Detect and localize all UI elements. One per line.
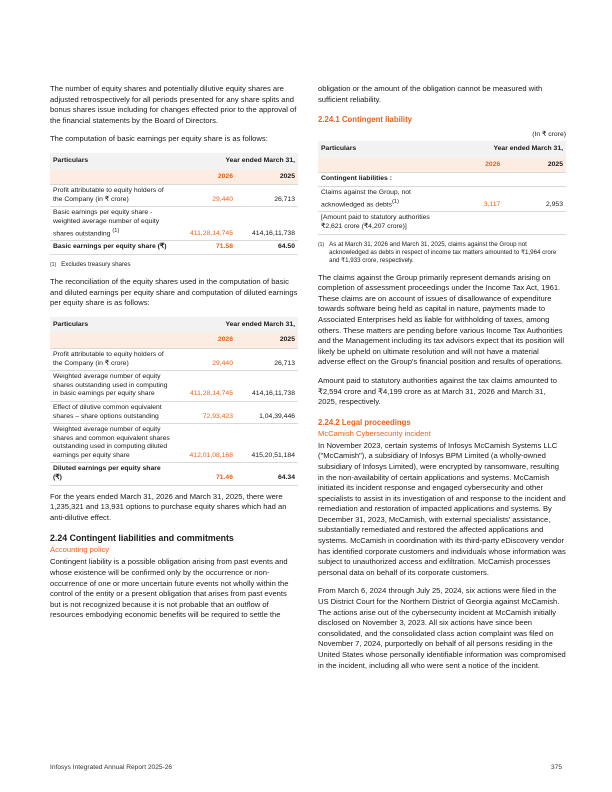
row-label: Basic earnings per equity share - weighted average number of equity shares outstanding $^{(1)}$: [50, 207, 174, 241]
year-header: Year ended March 31,: [174, 153, 298, 170]
footnote-text: Excludes treasury shares: [61, 260, 131, 268]
particulars-header: Particulars: [50, 317, 174, 334]
year-previous: 2025: [503, 158, 566, 173]
particulars-header: Particulars: [50, 153, 174, 170]
footnote-marker: (1): [50, 261, 57, 268]
table-header-row: [50, 153, 298, 170]
value-2025: 1,04,39,446: [236, 401, 298, 423]
eps-intro-paragraph: The number of equity shares and potentially dilutive equity shares are adjusted retrospectively for all periods presented for any share splits and bonus shares issue including for changes effected prior to the approval of the financial statements by the Board of Directors.: [50, 84, 297, 125]
year-current: 2026: [174, 170, 236, 185]
table-header-row: [50, 317, 298, 334]
value-2025: 415,20,51,184: [236, 424, 298, 463]
value-2026: 71.58: [174, 241, 236, 255]
value-2025: 26,713: [236, 185, 298, 207]
basic-eps-table: [50, 153, 298, 255]
particulars-header: Particulars: [318, 141, 442, 158]
contingent-liability-table: [318, 141, 566, 234]
table-row: [50, 348, 298, 370]
value-2026: 29,440: [174, 348, 236, 370]
table-header-row: [318, 141, 566, 158]
anti-dilutive-paragraph: For the years ended March 31, 2026 and March 31, 2025, there were 1,235,321 and 13,931 options to purchase equity shares which had an anti-dilutive effect.: [50, 491, 287, 522]
row-label: Profit attributable to equity holders of the Company (in ₹ crore): [50, 185, 174, 207]
value-2025: 2,953: [503, 186, 566, 211]
section-heading-2-24-2: 2.24.2 Legal proceedings: [318, 417, 411, 427]
value-2026: 412,01,08,168: [174, 424, 236, 463]
year-row: [50, 170, 298, 185]
year-header: Year ended March 31,: [174, 317, 298, 334]
row-label: [Amount paid to statutory authorities ₹2,621 crore (₹4,207 crore)]: [318, 212, 442, 234]
mccamish-incident-paragraph: In November 2023, certain systems of Infosys McCamish Systems LLC ("McCamish"), a subsidiary of Infosys BPM Limited (a wholly-owned subsidiary of Infosys Limited), were encrypted by ransomware, resulting in the non-availability of certain applications and systems. McCamish initiated its incident response and engaged cybersecurity and other specialists to assist in its investigation of and response to the incident and remediation and restoration of impacted applications and systems. By December 31, 2023, McCamish, with external specialists' assistance, substantially remediated and restored the affected applications and systems. McCamish in coordination with its third-party eDiscovery vendor has identified corporate customers and individuals whose information was subject to unauthorized access and exfiltration. McCamish processes personal data on behalf of its corporate customers.: [318, 440, 566, 577]
table-row: [50, 424, 298, 463]
tax-claims-paragraph: The claims against the Group primarily represent demands arising on completion of assessment proceedings under the Income Tax Act, 1961. These claims are on account of issues of disallowance of expenditure towards software being held as capital in nature, payments made to Associated Enterprises held as liable for withholding of taxes, among others. These matters are pending before various Income Tax Authorities and the Management including its tax advisors expect that its position will likely be upheld on ultimate resolution and will not have a material adverse effect on the Group's financial position and results of operations.: [318, 272, 565, 367]
page-number: 375: [550, 764, 562, 771]
value-2026: 72,93,423: [174, 401, 236, 423]
left-column: [50, 84, 298, 629]
table-row: [318, 212, 566, 234]
value-2026: 411,28,14,745: [174, 371, 236, 402]
value-2025: 64.50: [236, 241, 298, 255]
value-2025: 64.34: [236, 463, 298, 485]
basic-eps-intro: The computation of basic earnings per equity share is as follows:: [50, 134, 268, 144]
footnote: [318, 241, 566, 265]
accounting-policy-heading: Accounting policy: [50, 545, 110, 555]
table-row: [318, 186, 566, 211]
table-row: [50, 371, 298, 402]
section-label: Contingent liabilities :: [318, 173, 566, 187]
year-row: [50, 333, 298, 348]
row-label: Claims against the Group, not acknowledged as debts$^{(1)}$: [318, 186, 442, 211]
unit-label: (In ₹ crore): [532, 131, 566, 139]
reconciliation-intro: The reconciliation of the equity shares used in the computation of basic and diluted earnings per equity share and computation of diluted earnings per equity share is as follows:: [50, 276, 298, 308]
row-label: Diluted earnings per equity share (₹): [50, 463, 174, 485]
year-row: [318, 158, 566, 173]
table-section-row: [318, 173, 566, 187]
value-2025: 26,713: [236, 348, 298, 370]
table-row: [50, 401, 298, 423]
right-column: [318, 84, 566, 679]
value-2026: 3,117: [442, 186, 503, 211]
year-header: Year ended March 31,: [442, 141, 566, 158]
row-label: Effect of dilutive common equivalent shares – share options outstanding: [50, 401, 174, 423]
table-row: [50, 185, 298, 207]
statutory-payment-paragraph: Amount paid to statutory authorities against the tax claims amounted to ₹2,594 crore and ₹4,199 crore as at March 31, 2026 and March 31, 2025, respectively.: [318, 375, 557, 407]
mccamish-heading: McCamish Cybersecurity incident: [318, 428, 431, 438]
year-current: 2026: [442, 158, 503, 173]
year-current: 2026: [174, 333, 236, 348]
footnote-text: As at March 31, 2026 and March 31, 2025, claims against the Group not acknowledged as debts in respect of income tax matters amounted to ₹1,964 crore and ₹1,933 crore, respectively.: [329, 240, 557, 264]
section-heading-2-24: 2.24 Contingent liabilities and commitments: [50, 533, 234, 544]
value-2026: 71.46: [174, 463, 236, 485]
year-previous: 2025: [236, 333, 298, 348]
footnote-marker: (1): [112, 227, 120, 234]
value-2026: 411,28,14,745: [174, 207, 236, 241]
mccamish-litigation-paragraph: From March 6, 2024 through July 25, 2024, six actions were filed in the US District Court for the Northern District of Georgia against McCamish. The actions arise out of the cybersecurity incident at McCamish initially disclosed on November 3, 2023. All six actions have since been consolidated, and the consolidated class action complaint was filed on November 7, 2024, purportedly on behalf of all persons residing in the United States whose personally identifiable information was compromised in the incident, including all who were sent a notice of the incident.: [318, 586, 566, 670]
section-heading-2-24-1: 2.24.1 Contingent liability: [318, 115, 413, 125]
year-previous: 2025: [236, 170, 298, 185]
table-row: [50, 207, 298, 241]
row-label: Weighted average number of equity shares and common equivalent shares outstanding used in computing diluted earnings per equity share: [50, 424, 174, 463]
value-2025: 414,16,11,738: [236, 371, 298, 402]
row-label: Basic earnings per equity share (₹): [50, 241, 174, 255]
value-2026: 29,440: [174, 185, 236, 207]
row-label: Profit attributable to equity holders of the Company (in ₹ crore): [50, 348, 174, 370]
diluted-eps-table: [50, 317, 298, 486]
row-label: Weighted average number of equity shares outstanding used in computing in basic earnings per equity share: [50, 371, 174, 402]
footnote-marker: (1): [318, 241, 325, 248]
footnote: [50, 261, 298, 269]
footer-report-title: Infosys Integrated Annual Report 2025-26: [50, 764, 173, 771]
obligation-continued-paragraph: obligation or the amount of the obligation cannot be measured with sufficient reliability.: [318, 84, 543, 104]
contingent-liability-definition: Contingent liability is a possible obligation arising from past events and whose existence will be confirmed only by the occurrence or non-occurrence of one or more uncertain future events not wholly within the control of the entity or a present obligation that arises from past events but is not recognized because it is not probable that an outflow of resources embodying economic benefits will be required to settle the: [50, 557, 289, 620]
table-row-total: [50, 463, 298, 485]
footnote-marker: (1): [392, 198, 399, 205]
value-2025: 414,16,11,738: [236, 207, 298, 241]
table-row-total: [50, 241, 298, 255]
